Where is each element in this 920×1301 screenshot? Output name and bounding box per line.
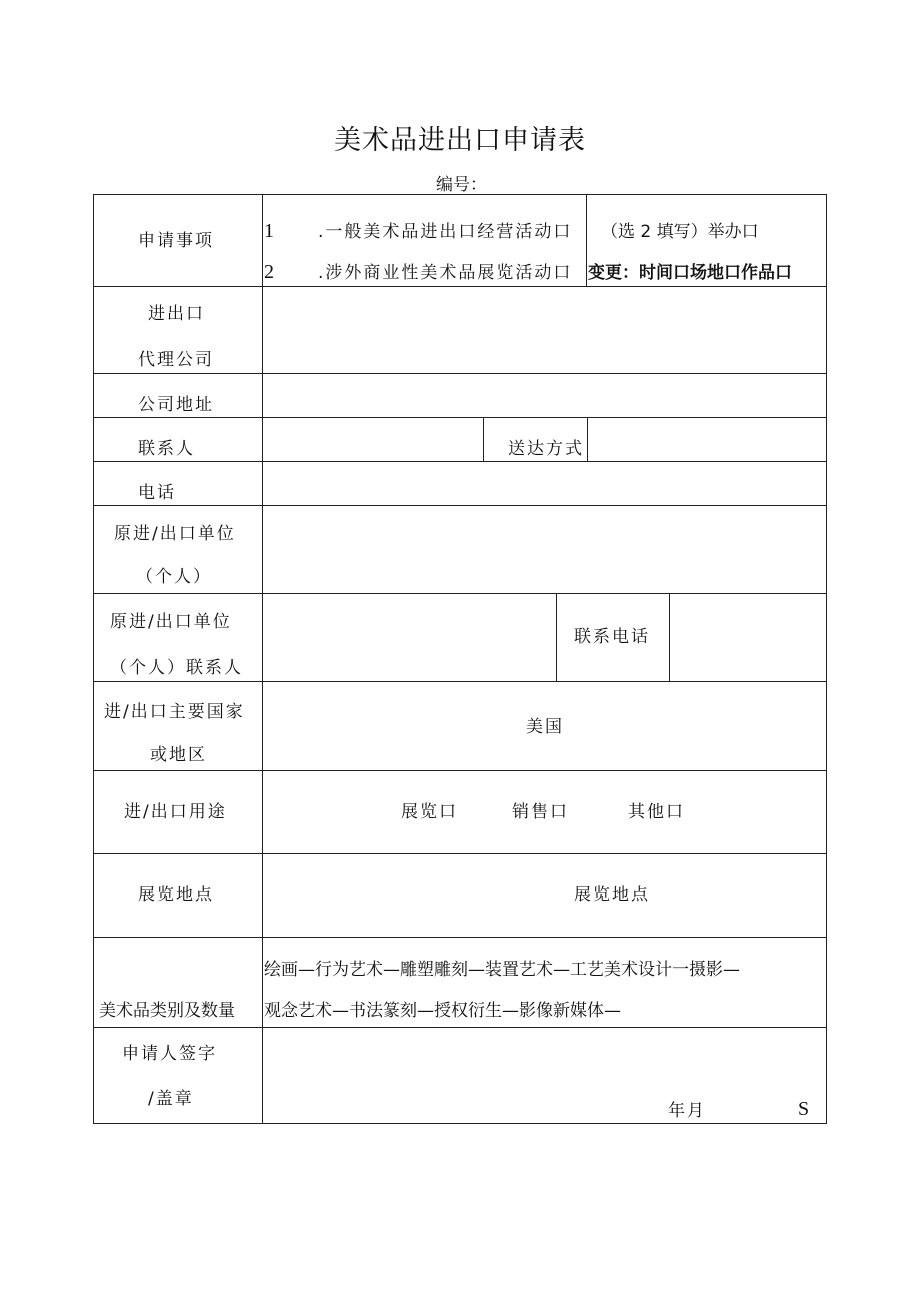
- signature-label-line2: /盖章: [148, 1089, 194, 1109]
- date-mark: S: [798, 1098, 810, 1120]
- row-divider: [94, 505, 826, 506]
- agent-company-field[interactable]: [264, 288, 824, 372]
- column-divider: [587, 417, 588, 461]
- row-divider: [94, 853, 826, 854]
- option-2-note[interactable]: 变更：时间口场地口作品口: [588, 263, 792, 283]
- date-label: 年月: [668, 1101, 706, 1121]
- option-2-text: .涉外商业性美术品展览活动口: [318, 263, 573, 283]
- row-divider: [94, 373, 826, 374]
- column-divider: [586, 195, 587, 286]
- contact-person-field[interactable]: [264, 419, 482, 460]
- original-contact-field[interactable]: [264, 595, 555, 680]
- option-1-number: 1: [264, 220, 274, 242]
- purpose-option-other[interactable]: 其他口: [628, 802, 685, 822]
- category-label: 美术品类别及数量: [99, 1001, 235, 1021]
- column-divider: [556, 593, 557, 681]
- option-2-number: 2: [264, 261, 274, 283]
- purpose-label: 进/出口用途: [124, 802, 227, 822]
- row-divider: [94, 681, 826, 682]
- option-1-text: .一般美术品进出口经营活动口: [318, 222, 573, 242]
- row-divider: [94, 417, 826, 418]
- contact-phone-label: 联系电话: [574, 627, 650, 647]
- delivery-method-label: 送达方式: [508, 439, 584, 459]
- row-divider: [94, 1027, 826, 1028]
- label-column-divider: [262, 195, 263, 1123]
- agent-company-label-line2: 代理公司: [138, 350, 214, 370]
- original-contact-label-line1: 原进/出口单位: [110, 612, 232, 632]
- country-value[interactable]: 美国: [526, 717, 564, 737]
- row-divider: [94, 593, 826, 594]
- row-divider: [94, 286, 826, 287]
- company-address-label: 公司地址: [138, 395, 214, 415]
- venue-label: 展览地点: [138, 885, 214, 905]
- phone-field[interactable]: [264, 463, 824, 504]
- application-item-label: 申请事项: [138, 231, 214, 251]
- country-label-line1: 进/出口主要国家: [104, 702, 245, 722]
- document-title: 美术品进出口申请表: [334, 125, 586, 156]
- company-address-field[interactable]: [264, 375, 824, 416]
- original-unit-field[interactable]: [264, 507, 824, 592]
- signature-field[interactable]: [264, 1029, 824, 1089]
- country-label-line2: 或地区: [150, 745, 207, 765]
- contact-phone-field[interactable]: [671, 595, 824, 680]
- row-divider: [94, 461, 826, 462]
- delivery-method-field[interactable]: [589, 419, 824, 460]
- row-divider: [94, 937, 826, 938]
- column-divider: [483, 417, 484, 461]
- row-divider: [94, 770, 826, 771]
- application-form-table: [93, 194, 827, 1124]
- category-line2[interactable]: 观念艺术—书法篆刻—授权衍生—影像新媒体—: [264, 1001, 621, 1021]
- agent-company-label-line1: 进出口: [148, 304, 205, 324]
- purpose-option-exhibition[interactable]: 展览口: [401, 802, 458, 822]
- column-divider: [669, 593, 670, 681]
- serial-number-label: 编号：: [436, 175, 487, 195]
- original-unit-label-line2: （个人）: [136, 567, 212, 587]
- option-1-note[interactable]: （选 2 填写）举办口: [601, 222, 759, 242]
- phone-label: 电话: [138, 483, 176, 503]
- original-unit-label-line1: 原进/出口单位: [114, 524, 236, 544]
- contact-person-label: 联系人: [138, 439, 195, 459]
- category-line1[interactable]: 绘画—行为艺术—雕塑雕刻—装置艺术—工艺美术设计一摄影—: [264, 960, 740, 980]
- venue-value[interactable]: 展览地点: [574, 885, 650, 905]
- signature-label-line1: 申请人签字: [122, 1044, 217, 1064]
- purpose-option-sales[interactable]: 销售口: [512, 802, 569, 822]
- original-contact-label-line2: （个人）联系人: [110, 658, 243, 678]
